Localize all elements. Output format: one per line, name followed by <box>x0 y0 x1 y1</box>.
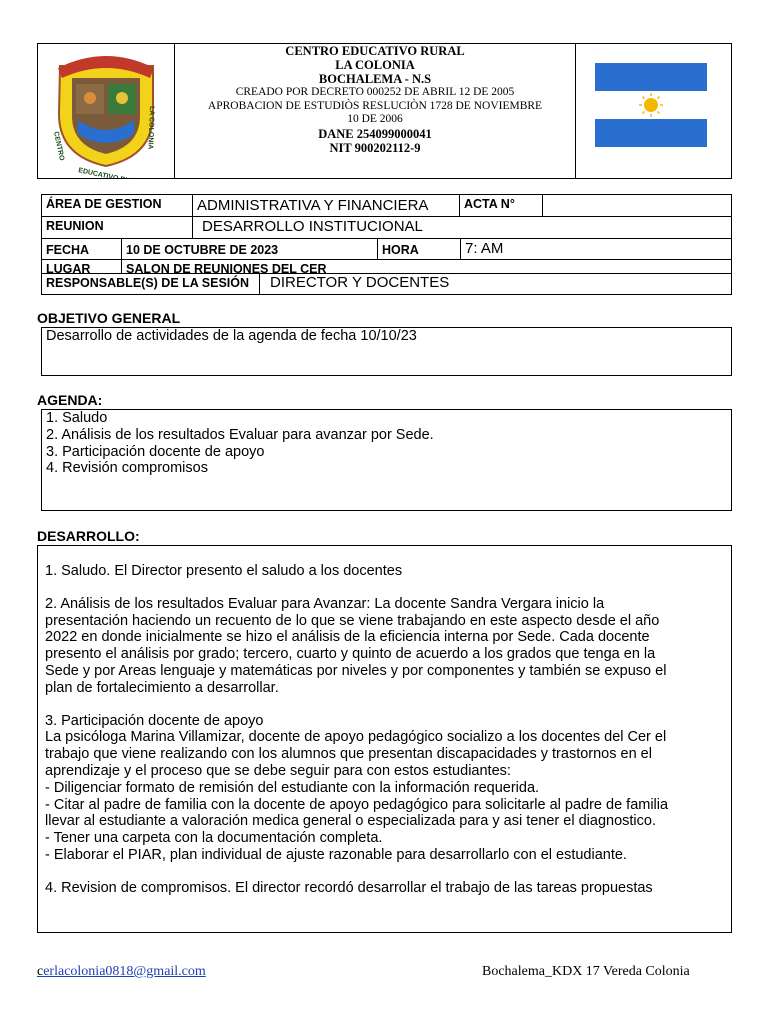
email-prefix: c <box>37 964 44 979</box>
responsable-label: RESPONSABLE(S) DE LA SESIÓN <box>46 276 250 290</box>
fecha-value: 10 DE OCTUBRE DE 2023 <box>126 243 279 257</box>
text-line: presentación haciendo un recuento de lo que se viene trabajando en este aspecto desde el año <box>45 612 660 629</box>
text-line: aprendizaje y el proceso que se debe seguir para con estos estudiantes: <box>45 762 511 779</box>
text-line: 3. Participación docente de apoyo <box>45 712 264 729</box>
agenda-title: AGENDA: <box>37 392 103 408</box>
list-item: 3. Participación docente de apoyo <box>46 443 265 460</box>
table-row <box>42 260 731 274</box>
objetivo-text: Desarrollo de actividades de la agenda de fecha 10/10/23 <box>46 328 417 344</box>
school-seal-logo <box>38 44 175 178</box>
text-line: - Diligenciar formato de remisión del estudiante con la información requerida. <box>45 779 540 796</box>
text-line: 2. Análisis de los resultados Evaluar para Avanzar: La docente Sandra Vergara inicio la <box>45 595 605 612</box>
list-item: 4. Revisión compromisos <box>46 460 208 477</box>
area-label: ÁREA DE GESTION <box>46 197 162 211</box>
fecha-label: FECHA <box>46 243 90 257</box>
document-header <box>37 43 732 179</box>
text-line: - Citar al padre de familia con la docente de apoyo pedagógico para solicitarle al padre de familia <box>45 796 669 813</box>
study-approval: APROBACION DE ESTUDIÒS RESLUCIÒN 1728 DE NOVIEMBRE <box>207 99 543 112</box>
nit-number: NIT 900202112-9 <box>329 140 421 155</box>
session-info-table <box>41 194 732 295</box>
dane-code: DANE 254099000041 <box>318 126 432 141</box>
text-line: plan de fortalecimiento a desarrollar. <box>45 679 279 696</box>
desarrollo-item-2 <box>45 596 724 697</box>
list-item: 2. Análisis de los resultados Evaluar para avanzar por Sede. <box>46 426 434 443</box>
text-line: Sede y por Areas lenguaje y matemáticas por niveles y por componentes y también se expuso el <box>45 662 667 679</box>
logo-text-right: LA COLONIA <box>146 105 155 150</box>
reunion-value: DESARROLLO INSTITUCIONAL <box>202 218 423 235</box>
logo-cell <box>38 44 175 178</box>
email-address[interactable]: erlacolonia0818@gmail.com <box>43 964 206 979</box>
text-line: - Elaborar el PIAR, plan individual de ajuste razonable para desarrollarlo con el estudiante. <box>45 846 627 863</box>
logo-text-bottom: EDUCATIVO RURAL <box>77 167 145 178</box>
objetivo-box <box>41 327 732 376</box>
text-line: La psicóloga Marina Villamizar, docente de apoyo pedagógico socializo a los docentes del Cer el <box>45 729 667 746</box>
objetivo-title: OBJETIVO GENERAL <box>37 310 181 326</box>
agenda-box <box>41 409 732 511</box>
responsable-value: DIRECTOR Y DOCENTES <box>270 274 450 291</box>
municipality-flag-icon <box>576 44 731 178</box>
hora-label: HORA <box>382 243 419 257</box>
institution-municipality: BOCHALEMA - N.S <box>318 72 432 86</box>
desarrollo-box <box>37 545 732 933</box>
text-line: trabajo que viene realizando con los alumnos que presentan discapacidades y trastornos en el <box>45 746 652 763</box>
area-value: ADMINISTRATIVA Y FINANCIERA <box>197 197 429 214</box>
table-row <box>42 274 731 294</box>
text-line: presento el análisis por grado; tercero, cuarto y quinto de acuerdo a los grados que tenga en la <box>45 646 656 663</box>
institution-info <box>175 44 576 178</box>
text-line: 2022 en donde inicialmente se hizo el análisis de la eficiencia interna por Sede. Cada docente <box>45 629 650 646</box>
table-row <box>42 217 731 239</box>
reunion-label: REUNION <box>46 219 104 233</box>
institution-locality: LA COLONIA <box>335 58 415 72</box>
list-item: 1. Saludo <box>46 410 108 426</box>
text-line: - Tener una carpeta con la documentación completa. <box>45 830 383 847</box>
table-row <box>42 195 731 217</box>
desarrollo-title: DESARROLLO: <box>37 528 140 544</box>
acta-label: ACTA N° <box>464 197 515 211</box>
logo-text-left: CENTRO <box>52 130 66 162</box>
footer-email-link[interactable] <box>37 964 206 980</box>
table-row <box>42 239 731 260</box>
desarrollo-item-1: 1. Saludo. El Director presento el saludo a los docentes <box>45 563 403 579</box>
lugar-value: SALON DE REUNIONES DEL CER <box>126 262 327 273</box>
lugar-label: LUGAR <box>46 262 91 273</box>
flag-cell <box>576 44 731 178</box>
hora-value: 7: AM <box>465 240 504 257</box>
study-approval-date: 10 DE 2006 <box>347 113 403 125</box>
footer-address: Bochalema_KDX 17 Vereda Colonia <box>482 964 690 979</box>
desarrollo-item-3 <box>45 713 724 864</box>
institution-name: CENTRO EDUCATIVO RURAL <box>285 44 465 58</box>
creation-decree: CREADO POR DECRETO 000252 DE ABRIL 12 DE 2005 <box>235 86 515 98</box>
desarrollo-item-4: 4. Revision de compromisos. El director recordó desarrollar el trabajo de las tareas propuestas <box>45 879 653 896</box>
text-line: llevar al estudiante a valoración medica general o especializada para y asi tener el diagnostico. <box>45 813 656 830</box>
